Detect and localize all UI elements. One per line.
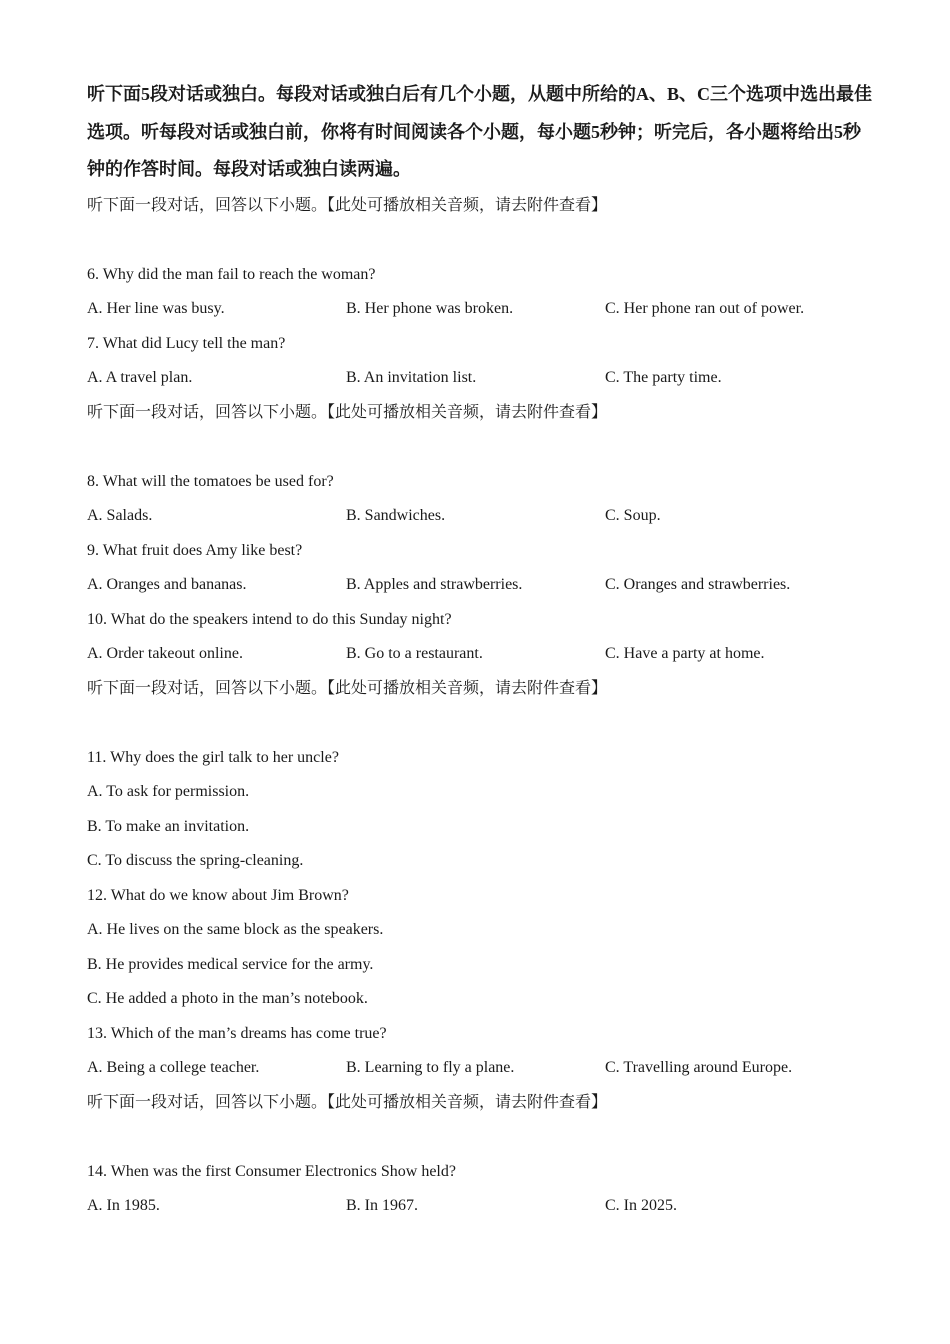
question-7: 7. What did Lucy tell the man? xyxy=(87,334,286,352)
option-c: C. Have a party at home. xyxy=(605,645,765,662)
options-row xyxy=(87,1051,877,1086)
option-a: A. Oranges and bananas. xyxy=(87,576,247,593)
option-c: C. Oranges and strawberries. xyxy=(605,576,791,593)
question-13: 13. Which of the man’s dreams has come true? xyxy=(87,1024,387,1042)
question-14: 14. When was the first Consumer Electronics Show held? xyxy=(87,1162,456,1180)
instruction-text: 听下面5段对话或独白。每段对话或独白后有几个小题，从题中所给的A、B、C三个选项中选出最佳选项。听每段对话或独白前，你将有时间阅读各个小题，每小题5秒钟；听完后，各小题将给出5秒钟的作答时间。每段对话或独白读两遍。 xyxy=(87,84,872,179)
option-b: B. An invitation list. xyxy=(346,369,477,386)
options-row xyxy=(87,292,877,327)
question-9: 9. What fruit does Amy like best? xyxy=(87,541,303,559)
option-b: B. Go to a restaurant. xyxy=(346,645,483,662)
option-c: C. Soup. xyxy=(605,507,661,524)
question-12: 12. What do we know about Jim Brown? xyxy=(87,886,349,904)
question-10: 10. What do the speakers intend to do this Sunday night? xyxy=(87,610,452,628)
options-row xyxy=(87,1189,877,1224)
question-6: 6. Why did the man fail to reach the woman? xyxy=(87,265,376,283)
option-b: B. Sandwiches. xyxy=(346,507,446,524)
option-a: A. A travel plan. xyxy=(87,369,193,386)
option-c: C. Her phone ran out of power. xyxy=(605,300,805,317)
option-a: A. He lives on the same block as the speakers. xyxy=(87,921,384,938)
options-row xyxy=(87,568,877,603)
option-a: A. Her line was busy. xyxy=(87,300,225,317)
option-c: C. Travelling around Europe. xyxy=(605,1059,793,1076)
option-a: A. Being a college teacher. xyxy=(87,1059,260,1076)
section-note: 听下面一段对话，回答以下小题。【此处可播放相关音频，请去附件查看】 xyxy=(87,403,608,421)
question-8: 8. What will the tomatoes be used for? xyxy=(87,472,334,490)
options-row xyxy=(87,499,877,534)
options-row xyxy=(87,361,877,396)
option-a: A. Salads. xyxy=(87,507,153,524)
option-c: C. In 2025. xyxy=(605,1197,677,1214)
option-c: C. The party time. xyxy=(605,369,722,386)
option-b: B. Learning to fly a plane. xyxy=(346,1059,515,1076)
options-row xyxy=(87,637,877,672)
option-c: C. He added a photo in the man’s notebook. xyxy=(87,990,368,1007)
option-b: B. Apples and strawberries. xyxy=(346,576,523,593)
option-b: B. To make an invitation. xyxy=(87,817,250,835)
question-11: 11. Why does the girl talk to her uncle? xyxy=(87,748,339,766)
option-a: A. In 1985. xyxy=(87,1197,160,1214)
option-b: B. In 1967. xyxy=(346,1197,418,1214)
document-page xyxy=(87,76,877,1224)
section-note: 听下面一段对话，回答以下小题。【此处可播放相关音频，请去附件查看】 xyxy=(87,196,608,214)
option-a: A. To ask for permission. xyxy=(87,783,250,800)
option-b: B. Her phone was broken. xyxy=(346,300,514,317)
option-a: A. Order takeout online. xyxy=(87,645,243,662)
option-b: B. He provides medical service for the army. xyxy=(87,955,374,973)
section-note: 听下面一段对话，回答以下小题。【此处可播放相关音频，请去附件查看】 xyxy=(87,1093,608,1111)
section-note: 听下面一段对话，回答以下小题。【此处可播放相关音频，请去附件查看】 xyxy=(87,679,608,697)
option-c: C. To discuss the spring-cleaning. xyxy=(87,852,304,869)
